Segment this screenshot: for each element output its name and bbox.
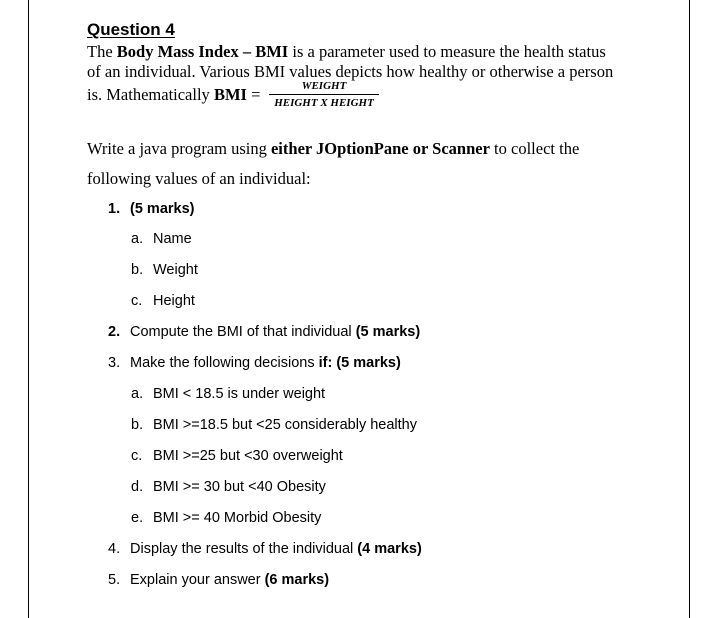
list-item-3: 3. Make the following decisions if: (5 marks) [108,355,401,371]
list-item-1b: b. Weight [131,262,198,278]
list-item-1: 1. (5 marks) [108,201,195,217]
formula-numerator: WEIGHT [301,80,347,92]
list-item-1c: c. Height [131,293,195,309]
intro-line-1: The Body Mass Index – BMI is a parameter used to measure the health status [87,42,606,61]
list-item-3e: e. BMI >= 40 Morbid Obesity [131,510,322,526]
task-line-1: Write a java program using either JOptionPane or Scanner to collect the [87,139,580,158]
task-line-2: following values of an individual: [87,169,311,188]
fraction-bar [269,94,379,95]
bmi-formula-fraction [269,80,379,109]
question-heading: Question 4 [87,20,175,39]
list-item-2: 2. Compute the BMI of that individual (5 marks) [108,324,421,340]
formula-denominator: HEIGHT X HEIGHT [274,97,374,109]
intro-line-2: of an individual. Various BMI values depicts how healthy or otherwise a person [87,62,614,81]
list-item-3d: d. BMI >= 30 but <40 Obesity [131,479,326,495]
intro-line-3: is. Mathematically BMI = [87,85,261,104]
list-item-3c: c. BMI >=25 but <30 overweight [131,448,343,464]
list-item-3a: a. BMI < 18.5 is under weight [131,386,326,402]
list-item-1a: a. Name [131,231,192,247]
list-item-5: 5. Explain your answer (6 marks) [108,572,330,588]
list-item-4: 4. Display the results of the individual (4 marks) [108,541,422,557]
list-item-3b: b. BMI >=18.5 but <25 considerably healthy [131,417,417,433]
